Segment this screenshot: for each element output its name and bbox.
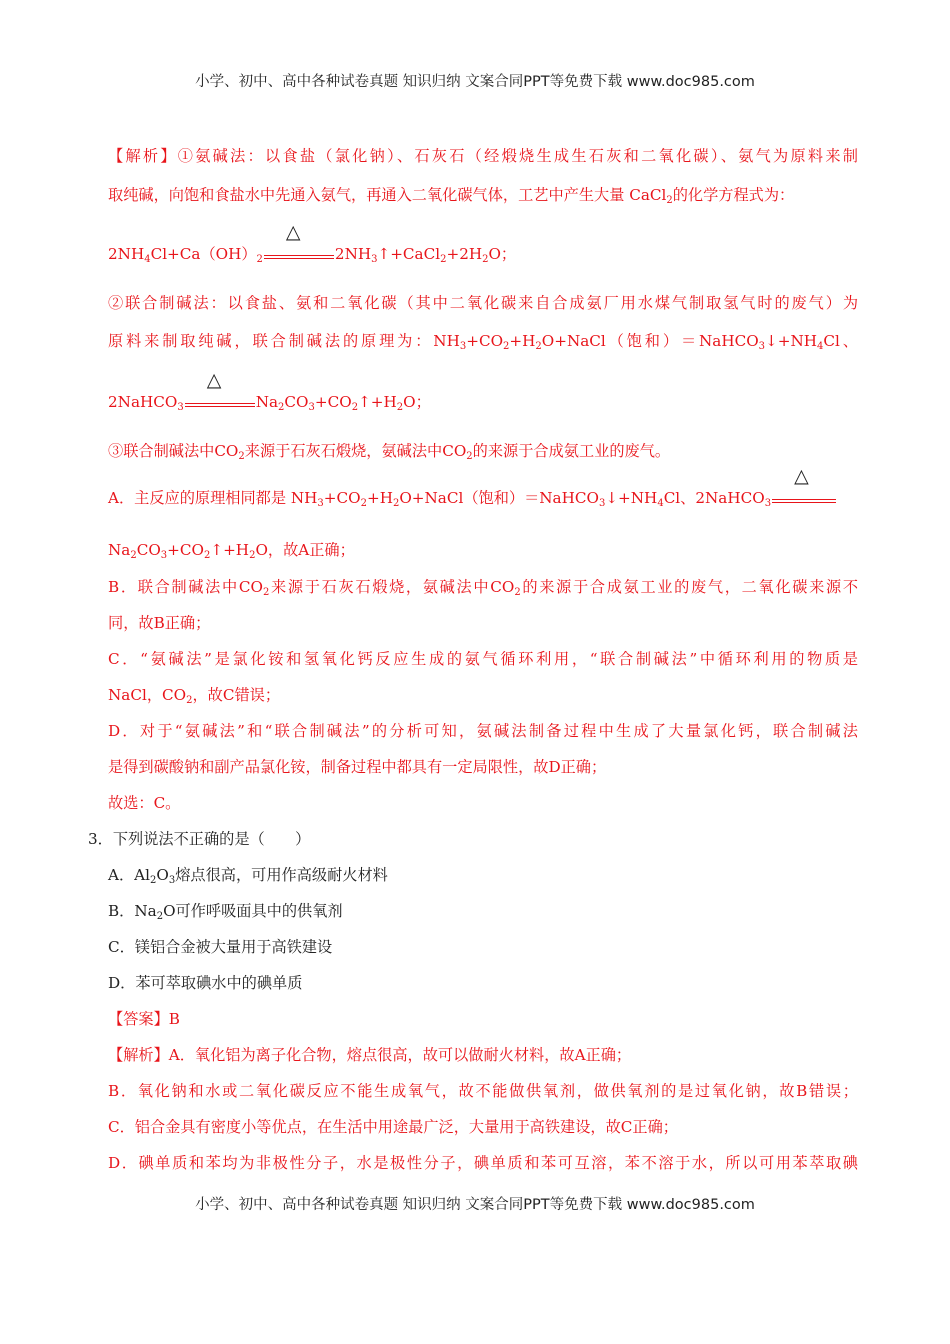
question-3-option-d: D．苯可萃取碘水中的碘单质 — [108, 974, 303, 992]
option-c-analysis-1: C．“氨碱法”是氯化铵和氢氧化钙反应生成的氨气循环利用，“联合制碱法”中循环利用的物质是 — [108, 650, 858, 668]
analysis-line-2-text: 取纯碱，向饱和食盐水中先通入氨气，再通入二氧化碳气体，工艺中产生大量 CaCl — [108, 186, 667, 204]
heating-arrow — [264, 221, 334, 264]
page-header: 小学、初中、高中各种试卷真题 知识归纳 文案合同PPT等免费下载 www.doc985.com — [195, 74, 755, 90]
option-c-analysis-2: NaCl，$CO_2$，故C错误； — [108, 686, 281, 706]
question-3-analysis-1: 【解析】A．氧化铝为离子化合物，熔点很高，故可以做耐火材料，故A正确； — [108, 1046, 632, 1064]
option-a-analysis-1: A．主反应的原理相同都是 $NH_3+CO_2+H_2O+NaCl$（饱和）$=NaHCO_3↓+NH_4Cl$、2NaHCO$_3$ △ — [108, 488, 837, 508]
equation-2: 2NaHCO$_3$ △ $Na_2CO_3+CO_2↑+H_2O$； — [108, 369, 431, 413]
question-3-analysis-4: D．碘单质和苯均为非极性分子，水是极性分子，碘单质和苯可互溶，苯不溶于水，所以可用苯萃取碘 — [108, 1154, 858, 1172]
option-d-analysis-2: 是得到碳酸钠和副产品氯化铵，制备过程中都具有一定局限性，故D正确； — [108, 758, 607, 776]
option-b-analysis-2: 同，故B正确； — [108, 614, 211, 632]
heat-triangle-icon: △ — [794, 465, 809, 487]
analysis-line-5: 原料来制取纯碱，联合制碱法的原理为：$NH_3+CO_2+H_2O+NaCl$（饱和）$=NaHCO_3↓+NH_4Cl$、 — [108, 332, 858, 352]
question-3-option-a: A．$Al_2O_3$熔点很高，可用作高级耐火材料 — [108, 866, 388, 886]
subscript: 2 — [666, 195, 673, 206]
equation-1: $2NH_4Cl+Ca(OH)_2$ △ $2NH_3↑+CaCl_2+2H_2O$； — [108, 221, 517, 265]
option-a-analysis-2: $Na_2CO_3+CO_2↑+H_2O$，故A正确； — [108, 541, 355, 561]
question-3-analysis-3: C．铝合金具有密度小等优点，在生活中用途最广泛，大量用于高铁建设，故C正确； — [108, 1118, 678, 1136]
option-b-analysis-1: B．联合制碱法中$CO_2$来源于石灰石煅烧，氨碱法中$CO_2$的来源于合成氨工业的废气，二氧化碳来源不 — [108, 578, 859, 598]
analysis-line-2-tail: 的化学方程式为： — [672, 186, 795, 204]
question-3-option-b: B．$Na_2O$可作呼吸面具中的供氧剂 — [108, 902, 343, 922]
heat-triangle-icon: △ — [206, 369, 222, 391]
analysis-line-4: ②联合制碱法：以食盐、氨和二氧化碳（其中二氧化碳来自合成氨厂用水煤气制取氢气时的废气）为 — [108, 294, 858, 312]
option-d-analysis-1: D．对于“氨碱法”和“联合制碱法”的分析可知，氨碱法制备过程中生成了大量氯化钙，联合制碱法 — [108, 722, 858, 740]
question-3-stem: 3．下列说法不正确的是（ ） — [88, 830, 311, 848]
final-choice: 故选：C。 — [108, 794, 181, 812]
question-3-option-c: C．镁铝合金被大量用于高铁建设 — [108, 938, 333, 956]
heating-arrow — [185, 369, 255, 412]
heat-triangle-icon: △ — [285, 221, 301, 243]
page-footer: 小学、初中、高中各种试卷真题 知识归纳 文案合同PPT等免费下载 www.doc985.com — [195, 1197, 755, 1213]
analysis-line-2 — [108, 185, 794, 205]
analysis-line-7: ③联合制碱法中$CO_2$来源于石灰石煅烧，氨碱法中$CO_2$的来源于合成氨工业的废气。 — [108, 442, 671, 462]
question-3-analysis-2: B．氧化钠和水或二氧化碳反应不能生成氧气，故不能做供氧剂，做供氧剂的是过氧化钠，故B错误； — [108, 1082, 858, 1100]
analysis-line-1: 【解析】①氨碱法：以食盐（氯化钠）、石灰石（经煅烧生成生石灰和二氧化碳）、氨气为原料来制 — [108, 147, 858, 165]
heating-arrow — [772, 465, 836, 508]
question-3-answer: 【答案】B — [108, 1010, 180, 1028]
